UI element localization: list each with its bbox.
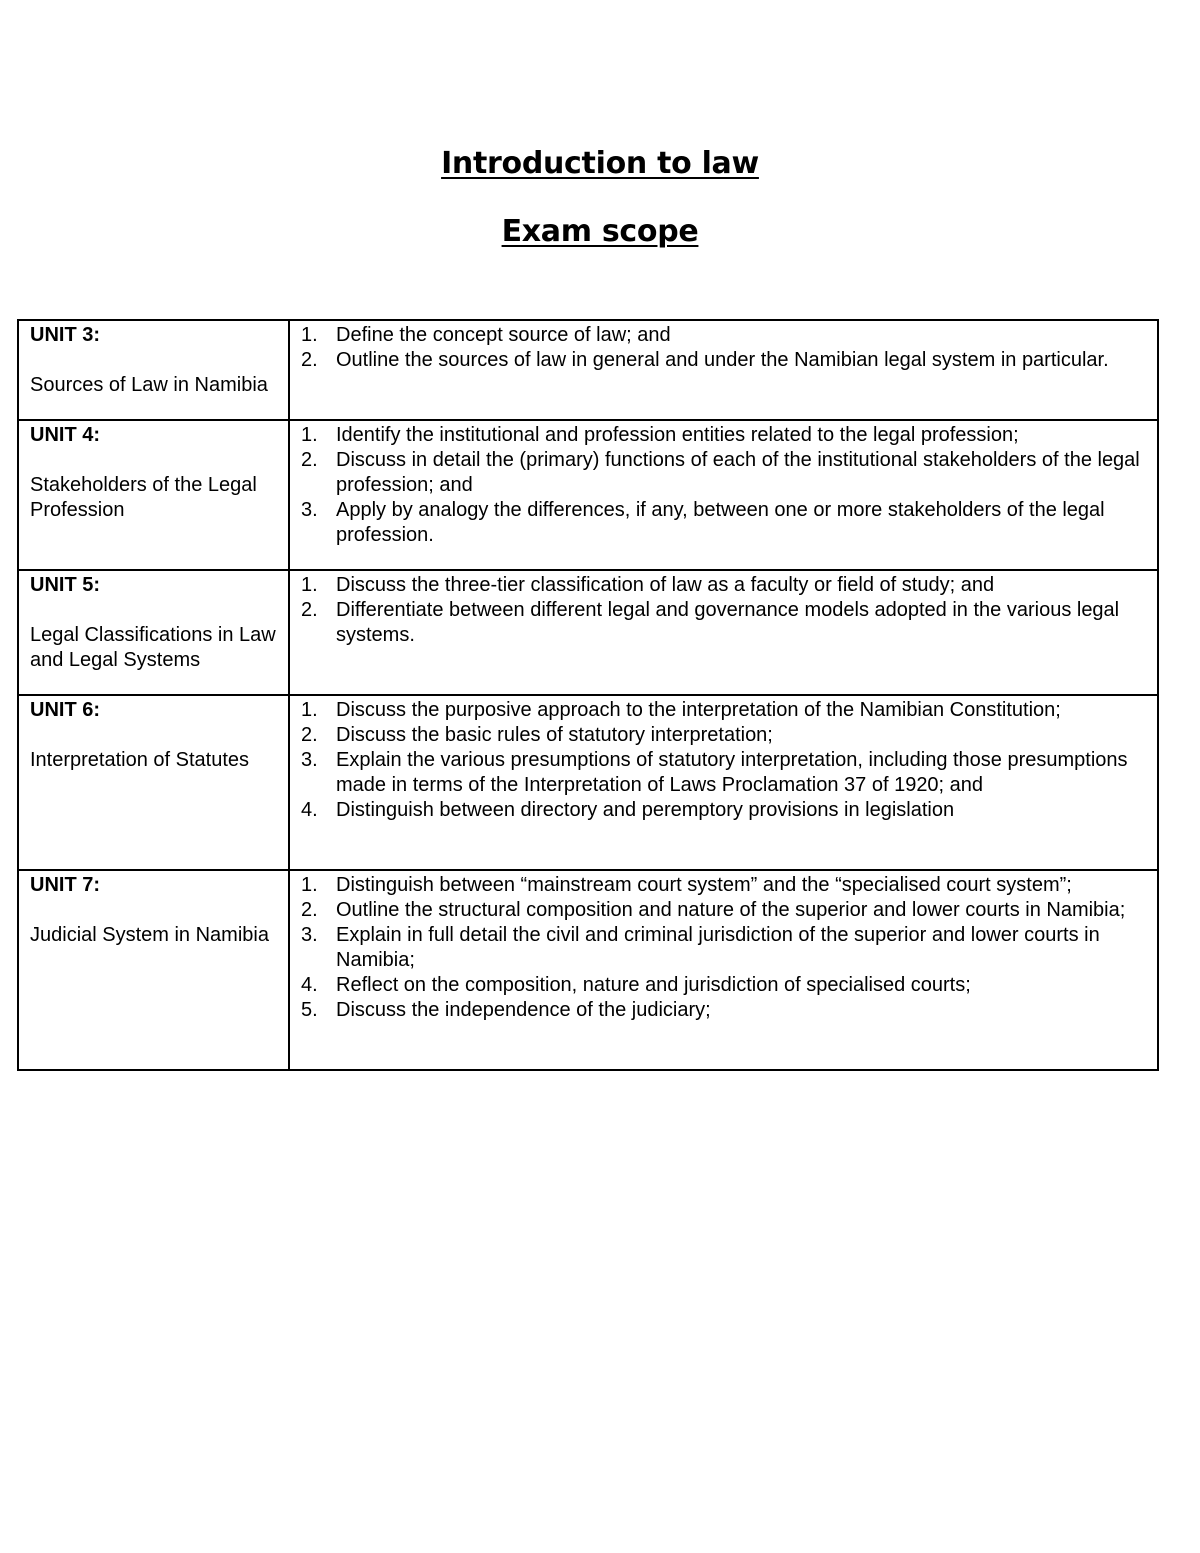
objectives-cell bbox=[289, 870, 1158, 1070]
unit-cell bbox=[18, 320, 289, 420]
objectives-list bbox=[296, 423, 1151, 548]
objectives-cell bbox=[289, 570, 1158, 695]
unit-label: UNIT 6: bbox=[30, 699, 100, 721]
list-item: 4. Reflect on the composition, nature and jurisdiction of specialised courts; bbox=[301, 974, 971, 996]
unit-label: UNIT 7: bbox=[30, 874, 100, 896]
unit-label: UNIT 5: bbox=[30, 574, 100, 596]
list-item: 3. Explain the various presumptions of statutory interpretation, including those presumptions made in terms of the Interpretation of Laws Proclamation 37 of 1920; and bbox=[301, 749, 1128, 796]
objectives-list bbox=[296, 573, 1151, 648]
table-row-unit-5 bbox=[18, 570, 1158, 695]
list-item: 1. Define the concept source of law; and bbox=[301, 324, 671, 346]
list-item: 2. Discuss the basic rules of statutory interpretation; bbox=[301, 724, 773, 746]
unit-label: UNIT 4: bbox=[30, 424, 100, 446]
table-row-unit-3 bbox=[18, 320, 1158, 420]
document-title: Introduction to law bbox=[441, 146, 759, 181]
unit-title: Stakeholders of the Legal Profession bbox=[30, 474, 257, 521]
unit-title: Sources of Law in Namibia bbox=[30, 374, 268, 396]
unit-cell bbox=[18, 570, 289, 695]
list-item: 5. Discuss the independence of the judiciary; bbox=[301, 999, 711, 1021]
list-item: 1. Distinguish between “mainstream court system” and the “specialised court system”; bbox=[301, 874, 1072, 896]
list-item: 2. Outline the structural composition and nature of the superior and lower courts in Namibia; bbox=[301, 899, 1126, 921]
list-item: 3. Explain in full detail the civil and criminal jurisdiction of the superior and lower courts in Namibia; bbox=[301, 924, 1100, 971]
list-item: 2. Outline the sources of law in general and under the Namibian legal system in particular. bbox=[301, 349, 1109, 371]
unit-cell bbox=[18, 420, 289, 570]
objectives-cell bbox=[289, 320, 1158, 420]
table-row-unit-4 bbox=[18, 420, 1158, 570]
list-item: 4. Distinguish between directory and peremptory provisions in legislation bbox=[301, 799, 955, 821]
objectives-cell bbox=[289, 695, 1158, 870]
list-item: 2. Differentiate between different legal and governance models adopted in the various legal systems. bbox=[301, 599, 1120, 646]
objectives-cell bbox=[289, 420, 1158, 570]
unit-title: Legal Classifications in Law and Legal Systems bbox=[30, 624, 276, 671]
document-subtitle: Exam scope bbox=[501, 214, 699, 249]
list-item: 3. Apply by analogy the differences, if any, between one or more stakeholders of the legal profession. bbox=[301, 499, 1105, 546]
unit-cell bbox=[18, 870, 289, 1070]
unit-cell bbox=[18, 695, 289, 870]
list-item: 1. Identify the institutional and profession entities related to the legal profession; bbox=[301, 424, 1019, 446]
objectives-list bbox=[296, 873, 1151, 1023]
exam-scope-table bbox=[17, 319, 1159, 1071]
list-item: 1. Discuss the purposive approach to the interpretation of the Namibian Constitution; bbox=[301, 699, 1061, 721]
unit-title: Judicial System in Namibia bbox=[30, 924, 269, 946]
unit-title: Interpretation of Statutes bbox=[30, 749, 250, 771]
unit-label: UNIT 3: bbox=[30, 324, 100, 346]
list-item: 2. Discuss in detail the (primary) functions of each of the institutional stakeholders of the legal profession; and bbox=[301, 449, 1140, 496]
table-row-unit-7 bbox=[18, 870, 1158, 1070]
objectives-list bbox=[296, 323, 1151, 373]
objectives-list bbox=[296, 698, 1151, 823]
list-item: 1. Discuss the three-tier classification of law as a faculty or field of study; and bbox=[301, 574, 995, 596]
table-row-unit-6 bbox=[18, 695, 1158, 870]
